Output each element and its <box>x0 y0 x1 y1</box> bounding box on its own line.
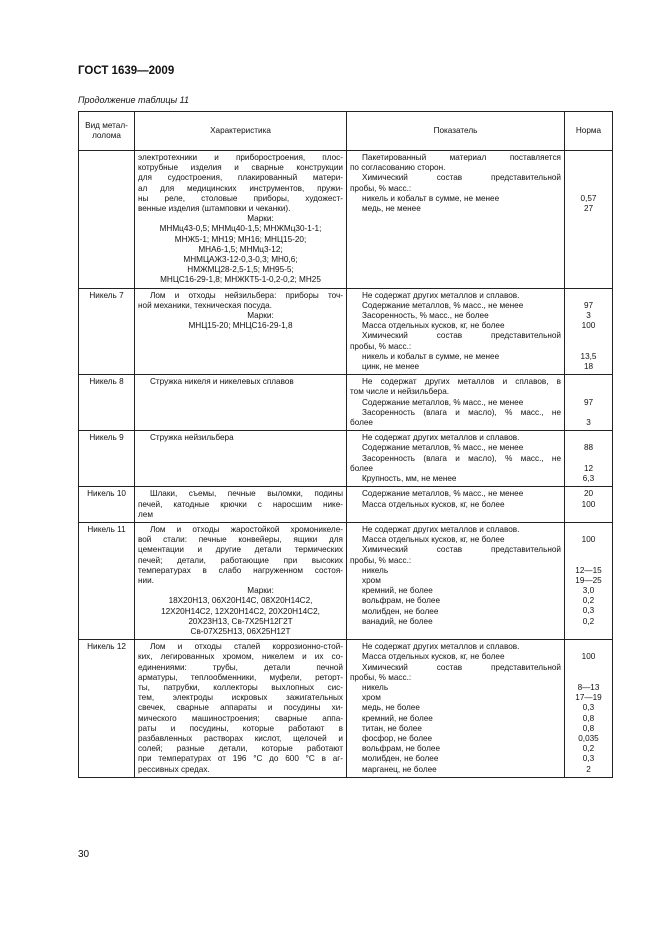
indicator-line: марганец, не более <box>362 764 437 774</box>
characteristic-line: при температурах от 196 °С до 600 °С в аг- <box>138 754 343 764</box>
characteristic-line: лем <box>138 509 153 519</box>
characteristic-cell <box>135 522 347 639</box>
norm-value: 0,57 <box>580 193 597 203</box>
indicator-cell <box>347 487 565 523</box>
characteristic-line: Стружка никеля и никелевых сплавов <box>150 377 294 387</box>
norm-value <box>568 291 609 301</box>
alloy-grades-line: 18Х20Н13, 06Х20Н14С, 08Х20Н14С2, <box>168 596 313 606</box>
characteristic-line: единениями: трубы, детали печной <box>138 662 343 672</box>
norm-value: 3 <box>586 418 591 428</box>
alloy-grades-line: НМЖМЦ28-2,5-1,5; МН95-5; <box>187 265 294 275</box>
characteristic-line: Лом и отходы сталей коррозионно-стой- <box>150 642 343 652</box>
norm-value <box>568 408 609 418</box>
characteristic-line: цементации и другие детали термических <box>138 545 343 555</box>
indicator-cell <box>347 288 565 375</box>
norm-value: 6,3 <box>582 474 595 484</box>
indicator-line: том числе и нейзильбера. <box>350 387 450 397</box>
norm-value <box>568 673 609 683</box>
table-caption: Продолжение таблицы 11 <box>78 95 190 105</box>
indicator-cell <box>347 522 565 639</box>
indicator-line: более <box>350 463 373 473</box>
table-header-row <box>79 112 613 151</box>
indicator-line: Содержание металлов, % масс., не менее <box>362 300 524 310</box>
table-row <box>79 640 613 778</box>
table-row <box>79 288 613 375</box>
characteristic-line: ной механики, техническая посуда. <box>138 300 272 310</box>
indicator-cell <box>347 151 565 289</box>
characteristic-cell <box>135 640 347 778</box>
characteristic-cell <box>135 151 347 289</box>
characteristic-line: нии. <box>138 575 154 585</box>
scrap-type-cell: Никель 11 <box>79 522 135 639</box>
scrap-type-cell: Никель 9 <box>79 431 135 487</box>
norm-value: 20 <box>583 489 594 499</box>
indicator-line: хром <box>362 693 381 703</box>
norm-value <box>568 454 609 464</box>
indicator-cell <box>347 640 565 778</box>
alloy-grades-line: 20Х23Н13, Св-7Х25Н12Г2Т <box>188 616 293 626</box>
characteristic-line: ких, легированных хромом, никелем и их со- <box>138 652 343 662</box>
scrap-type-cell <box>79 151 135 289</box>
indicator-line: фосфор, не более <box>362 733 433 743</box>
characteristic-line: Лом и отходы нейзильбера: приборы точ- <box>150 290 343 300</box>
indicator-line: Засоренность (влага и масло), % масс., не <box>362 453 561 463</box>
scrap-type-cell: Никель 8 <box>79 375 135 431</box>
norm-value: 0,3 <box>582 754 595 764</box>
indicator-line: более <box>350 418 373 428</box>
norm-value: 12—15 <box>575 565 602 575</box>
indicator-line: Масса отдельных кусков, кг, не более <box>362 535 505 545</box>
norm-value: 0,8 <box>582 723 595 733</box>
indicator-line: медь, не менее <box>362 204 421 214</box>
norm-value: 0,035 <box>578 733 599 743</box>
indicator-line: Засоренность (влага и масло), % масс., не <box>362 407 561 417</box>
indicator-line: Засоренность, % масс., не более <box>362 311 489 321</box>
indicator-line: Пакетированный материал поставляется <box>362 153 561 162</box>
norm-value: 0,2 <box>582 596 595 606</box>
characteristic-line: Шлаки, съемы, печные выломки, подины <box>150 489 343 499</box>
indicator-line: Не содержат других металлов и сплавов, в <box>362 377 561 387</box>
marks-label: Марки: <box>247 214 274 224</box>
indicator-line: Химический состав представительной <box>362 331 561 341</box>
norm-value <box>568 163 609 173</box>
norm-cell <box>565 640 613 778</box>
norm-value: 27 <box>583 203 594 213</box>
indicator-cell <box>347 375 565 431</box>
norm-value: 100 <box>581 499 596 509</box>
scrap-type-cell: Никель 10 <box>79 487 135 523</box>
header-indicator: Показатель <box>347 112 565 151</box>
indicator-line: молибден, не более <box>362 754 439 764</box>
characteristic-line: температурах в слабо нагруженном состоя- <box>138 565 343 575</box>
alloy-grades-line: 12Х20Н14С2, 12Х20Н14С2, 20Х20Н14С2, <box>161 606 320 616</box>
characteristic-line: тем, электроды искровых зажигательных <box>138 693 343 703</box>
indicator-line: Масса отдельных кусков, кг, не более <box>362 499 505 509</box>
alloy-grades-line: МНЦС16-29-1,8; МНЖКТ5-1-0,2-0,2; МН25 <box>160 275 321 285</box>
characteristic-line: печей; детали, работающие при высоких <box>138 555 343 565</box>
norm-value: 3 <box>586 311 591 321</box>
characteristic-line: ты, патрубки, коллекторы выхлопных сис- <box>138 682 343 692</box>
indicator-line: кремний, не более <box>362 586 433 596</box>
norm-value <box>568 433 609 443</box>
scrap-type-cell: Никель 7 <box>79 288 135 375</box>
norm-value <box>568 153 609 163</box>
indicator-line: никель <box>362 682 389 692</box>
norm-value <box>568 387 609 397</box>
header-characteristic: Характеристика <box>135 112 347 151</box>
indicator-line: Не содержат других металлов и сплавов. <box>362 433 520 443</box>
indicator-line: Масса отдельных кусков, кг, не более <box>362 652 505 662</box>
table-row <box>79 431 613 487</box>
norm-value: 100 <box>581 535 596 545</box>
alloy-grades-line: МНМЦАЖ3-12-0,3-0,3; МН0,6; <box>183 255 298 265</box>
norm-value <box>568 331 609 341</box>
norm-value: 0,8 <box>582 713 595 723</box>
norm-value <box>568 525 609 535</box>
characteristic-line: солей; разные детали, которые работают <box>138 744 343 754</box>
norm-value: 0,3 <box>582 606 595 616</box>
alloy-grades-line: МНМц43-0,5; МНМц40-1,5; МНЖМц30-1-1; <box>159 224 322 234</box>
indicator-line: вольфрам, не более <box>362 596 440 606</box>
indicator-line: никель <box>362 565 389 575</box>
indicator-line: молибден, не более <box>362 606 439 616</box>
norm-cell <box>565 487 613 523</box>
indicator-line: никель и кобальт в сумме, не менее <box>362 351 500 361</box>
characteristic-line: арматуры, теплообменники, муфели, реторт- <box>138 672 343 682</box>
norm-value: 19—25 <box>575 575 602 585</box>
characteristic-line: свечек, сварные аппараты и посудины хи- <box>138 703 343 713</box>
norm-value: 100 <box>581 652 596 662</box>
marks-label: Марки: <box>247 586 274 596</box>
indicator-line: Масса отдельных кусков, кг, не более <box>362 321 505 331</box>
indicator-line: Химический состав представительной <box>362 545 561 555</box>
norm-value: 17—19 <box>575 693 602 703</box>
indicator-line: пробы, % масс.: <box>350 555 412 565</box>
norm-value <box>568 555 609 565</box>
indicator-cell <box>347 431 565 487</box>
characteristic-line: Лом и отходы жаростойкой хромоникеле- <box>150 524 343 534</box>
characteristic-line: разбавленных растворах кислот, щелочей и <box>138 733 343 743</box>
indicator-line: Не содержат других металлов и сплавов. <box>362 524 520 534</box>
indicator-line: Химический состав представительной <box>362 173 561 183</box>
table-row <box>79 375 613 431</box>
characteristic-line: Стружка нейзильбера <box>150 433 234 443</box>
indicator-line: ванадий, не более <box>362 616 433 626</box>
characteristic-line: котрубные изделия и сварные конструкции <box>138 163 343 173</box>
alloy-grades-line: Св-07Х25Н13, 06Х25Н12Т <box>190 626 291 636</box>
norm-cell <box>565 375 613 431</box>
norm-value: 2 <box>586 764 591 774</box>
characteristic-cell <box>135 288 347 375</box>
indicator-line: медь, не более <box>362 703 420 713</box>
characteristic-line: электротехники и приборостроения, плос- <box>138 153 343 162</box>
norm-value: 97 <box>583 300 594 310</box>
header-norm: Норма <box>565 112 613 151</box>
norm-value <box>568 377 609 387</box>
indicator-line: Не содержат других металлов и сплавов. <box>362 290 520 300</box>
indicator-line: кремний, не более <box>362 713 433 723</box>
indicator-line: Содержание металлов, % масс., не менее <box>362 397 524 407</box>
scrap-spec-table <box>78 111 613 778</box>
table-row <box>79 151 613 289</box>
characteristic-line: рессивных средах. <box>138 764 210 774</box>
norm-value: 0,3 <box>582 703 595 713</box>
indicator-line: Не содержат других металлов и сплавов. <box>362 642 520 652</box>
header-type: Вид метал- лолома <box>79 112 135 151</box>
alloy-grades-line: МНЦ15-20; МНЦС16-29-1,8 <box>188 321 293 331</box>
norm-value <box>568 173 609 183</box>
characteristic-line: раты и посудины, которые работают в <box>138 723 343 733</box>
norm-value: 100 <box>581 321 596 331</box>
norm-value: 97 <box>583 397 594 407</box>
indicator-line: пробы, % масс.: <box>350 672 412 682</box>
document-title: ГОСТ 1639—2009 <box>78 65 175 77</box>
norm-value: 88 <box>583 443 594 453</box>
scrap-type-cell: Никель 12 <box>79 640 135 778</box>
norm-cell <box>565 431 613 487</box>
norm-value: 12 <box>583 463 594 473</box>
norm-value: 3,0 <box>582 586 595 596</box>
indicator-line: Содержание металлов, % масс., не менее <box>362 443 524 453</box>
indicator-line: пробы, % масс.: <box>350 183 412 193</box>
norm-value: 13,5 <box>580 351 597 361</box>
table-row <box>79 487 613 523</box>
page-number: 30 <box>78 849 90 860</box>
norm-value <box>568 545 609 555</box>
characteristic-line: ны реле, столовые приборы, художест- <box>138 193 343 203</box>
indicator-line: вольфрам, не более <box>362 744 440 754</box>
characteristic-cell <box>135 375 347 431</box>
norm-value <box>568 184 609 194</box>
norm-value <box>568 342 609 352</box>
norm-cell <box>565 151 613 289</box>
indicator-line: титан, не более <box>362 723 422 733</box>
alloy-grades-line: МНА6-1,5; МНМц3-12; <box>198 244 283 254</box>
characteristic-line: печей, катодные крючки с наросшим нике- <box>138 499 343 509</box>
characteristic-line: венные изделия (штамповки и чеканки). <box>138 204 291 214</box>
characteristic-line: вой стали: печные конвейеры, ящики для <box>138 535 343 545</box>
indicator-line: Крупность, мм, не менее <box>362 474 457 484</box>
characteristic-line: ал для медицинских инструментов, пружи- <box>138 183 343 193</box>
norm-value <box>568 642 609 652</box>
norm-cell <box>565 288 613 375</box>
indicator-line: хром <box>362 575 381 585</box>
indicator-line: пробы, % масс.: <box>350 341 412 351</box>
norm-value <box>568 663 609 673</box>
norm-cell <box>565 522 613 639</box>
characteristic-line: мического машиностроения; сварные аппа- <box>138 713 343 723</box>
indicator-line: цинк, не менее <box>362 362 420 372</box>
indicator-line: по согласованию сторон. <box>350 163 446 173</box>
norm-value: 0,2 <box>582 744 595 754</box>
indicator-line: Химический состав представительной <box>362 662 561 672</box>
alloy-grades-line: МНЖ5-1; МН19; МН16; МНЦ15-20; <box>174 234 307 244</box>
marks-label: Марки: <box>247 311 274 321</box>
table-row <box>79 522 613 639</box>
norm-value: 0,2 <box>582 616 595 626</box>
indicator-line: Содержание металлов, % масс., не менее <box>362 489 524 499</box>
characteristic-cell <box>135 431 347 487</box>
characteristic-cell <box>135 487 347 523</box>
norm-value: 18 <box>583 362 594 372</box>
indicator-line: никель и кобальт в сумме, не менее <box>362 193 500 203</box>
norm-value: 8—13 <box>577 682 600 692</box>
characteristic-line: для судостроения, плакированный матери- <box>138 173 343 183</box>
